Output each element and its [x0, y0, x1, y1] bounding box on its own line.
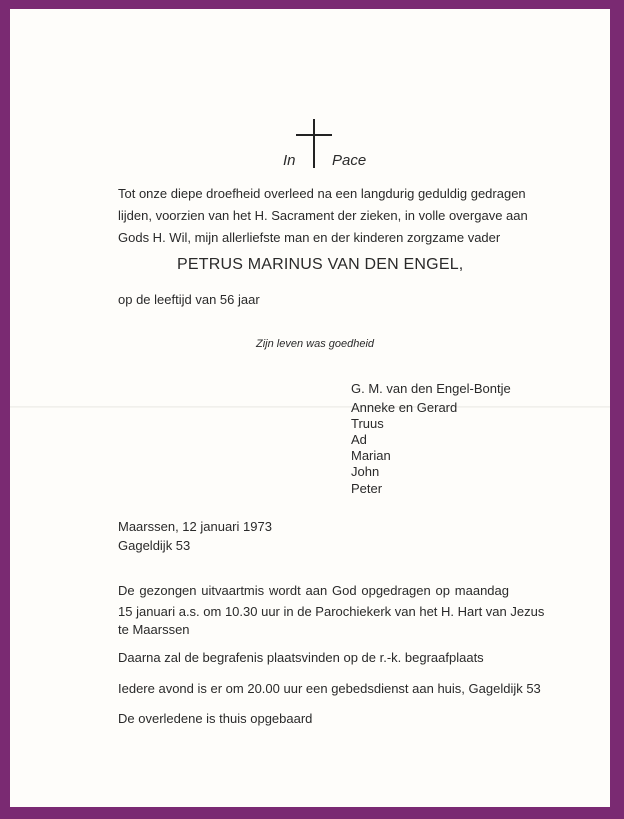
- deceased-name: PETRUS MARINUS VAN DEN ENGEL,: [177, 256, 464, 273]
- intro-line-3: Gods H. Wil, mijn allerliefste man en der kinderen zorgzame vader: [118, 230, 501, 245]
- cross-icon: [313, 119, 315, 168]
- family-member: Anneke en Gerard: [351, 400, 458, 415]
- family-member: John: [351, 464, 380, 479]
- pace-label: Pace: [332, 152, 367, 169]
- paper-fold-line: [10, 406, 610, 408]
- funeral-line-3: te Maarssen: [118, 622, 190, 637]
- family-member: Ad: [351, 432, 367, 447]
- family-member: Marian: [351, 448, 391, 463]
- funeral-line-2: 15 januari a.s. om 10.30 uur in de Parochiekerk van het H. Hart van Jezus: [118, 604, 545, 619]
- family-member: Peter: [351, 481, 383, 496]
- family-member: G. M. van den Engel-Bontje: [351, 381, 511, 396]
- evening-service-line: Iedere avond is er om 20.00 uur een gebedsdienst aan huis, Gageldijk 53: [118, 681, 541, 696]
- cross-icon-bar: [296, 134, 332, 136]
- intro-line-1: Tot onze diepe droefheid overleed na een langdurig geduldig gedragen: [118, 186, 526, 201]
- in-label: In: [283, 152, 296, 169]
- address: Gageldijk 53: [118, 538, 191, 553]
- laid-out-line: De overledene is thuis opgebaard: [118, 711, 313, 726]
- intro-line-2: lijden, voorzien van het H. Sacrament der zieken, in volle overgave aan: [118, 208, 528, 223]
- age-line: op de leeftijd van 56 jaar: [118, 292, 260, 307]
- family-member: Truus: [351, 416, 384, 431]
- motto: Zijn leven was goedheid: [256, 338, 375, 350]
- funeral-line-1: De gezongen uitvaartmis wordt aan God opgedragen op maandag: [118, 583, 509, 598]
- burial-line: Daarna zal de begrafenis plaatsvinden op de r.-k. begraafplaats: [118, 650, 484, 665]
- place-date: Maarssen, 12 januari 1973: [118, 519, 272, 534]
